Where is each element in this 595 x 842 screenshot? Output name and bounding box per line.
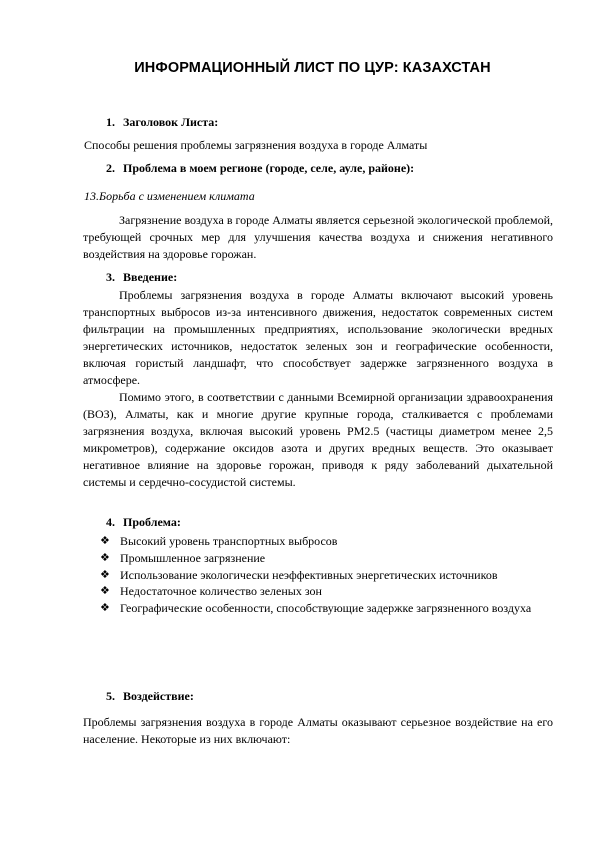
impact-paragraph: Проблемы загрязнения воздуха в городе Алматы оказывают серьезное воздействие на его население. Некоторые из них включают: xyxy=(83,715,553,747)
section-heading-text: Заголовок Листа: xyxy=(123,115,219,129)
page-title: ИНФОРМАЦИОННЫЙ ЛИСТ ПО ЦУР: КАЗАХСТАН xyxy=(134,60,491,76)
section-heading-text: Воздействие: xyxy=(123,689,194,703)
sdg-goal-text: 13.Борьба с изменением климата xyxy=(84,189,255,203)
region-problem-paragraph xyxy=(83,212,553,263)
list-item xyxy=(100,600,555,617)
list-item xyxy=(100,583,555,600)
diamond-bullet-icon: ❖ xyxy=(100,534,110,547)
section-heading-2 xyxy=(106,161,414,176)
section-heading-4 xyxy=(106,515,181,530)
list-item xyxy=(100,533,555,550)
section-heading-text: Введение: xyxy=(123,270,178,284)
list-item xyxy=(100,550,555,567)
section-number: 3. xyxy=(106,270,115,284)
section-heading-text: Проблема в моем регионе (городе, селе, ауле, районе): xyxy=(123,161,415,175)
sheet-title-text: Способы решения проблемы загрязнения воздуха в городе Алматы xyxy=(84,138,428,152)
section-number: 4. xyxy=(106,515,115,529)
diamond-bullet-icon: ❖ xyxy=(100,584,110,598)
intro-paragraph-2-text: Помимо этого, в соответствии с данными Всемирной организации здравоохранения (ВОЗ), Алматы, как и многие другие крупные города, сталкивается с проблемами загрязнения воздуха, включая высокий уровень PM2.5 (частицы диаметром менее 2,5 микрометров), содержание оксидов азота и других вредных веществ. Это оказывает негативное влияние на здоровье горожан, приводя к ряду заболеваний дыхательной системы и сердечно-сосудистой системы. xyxy=(83,390,553,490)
list-item-text: Использование экологически неэффективных энергетических источников xyxy=(120,567,498,582)
list-item-text: Промышленное загрязнение xyxy=(120,550,266,565)
intro-paragraph-1-text: Проблемы загрязнения воздуха в городе Алматы включают высокий уровень транспортных выбросов из-за интенсивного движения, недостаток современных систем фильтрации на промышленных предприятиях, использование экологически вредных энергетических источников, недостаток зеленых зон и географические особенности, включая гористый ландшафт, что способствует задержке загрязненного воздуха в атмосфере. xyxy=(83,288,553,388)
section-heading-text: Проблема: xyxy=(123,515,181,529)
intro-paragraph-2 xyxy=(83,389,553,492)
section-number: 1. xyxy=(106,115,115,129)
section-heading-1 xyxy=(106,115,218,130)
section-heading-5 xyxy=(106,689,194,704)
diamond-bullet-icon: ❖ xyxy=(100,567,110,581)
diamond-bullet-icon: ❖ xyxy=(100,601,110,615)
region-problem-text: Загрязнение воздуха в городе Алматы является серьезной экологической проблемой, требующей срочных мер для улучшения качества воздуха и снижения негативного воздействия на здоровье горожан. xyxy=(83,213,553,262)
list-item-text: Географические особенности, способствующие задержке загрязненного воздуха xyxy=(120,601,532,616)
diamond-bullet-icon: ❖ xyxy=(100,550,110,564)
problem-list xyxy=(100,533,555,617)
list-item xyxy=(100,567,555,584)
section-heading-3 xyxy=(106,270,177,285)
list-item-text: Недостаточное количество зеленых зон xyxy=(120,584,322,599)
list-item-text: Высокий уровень транспортных выбросов xyxy=(120,534,338,548)
section-number: 5. xyxy=(106,689,115,703)
intro-paragraph-1 xyxy=(83,287,553,390)
section-number: 2. xyxy=(106,161,115,175)
